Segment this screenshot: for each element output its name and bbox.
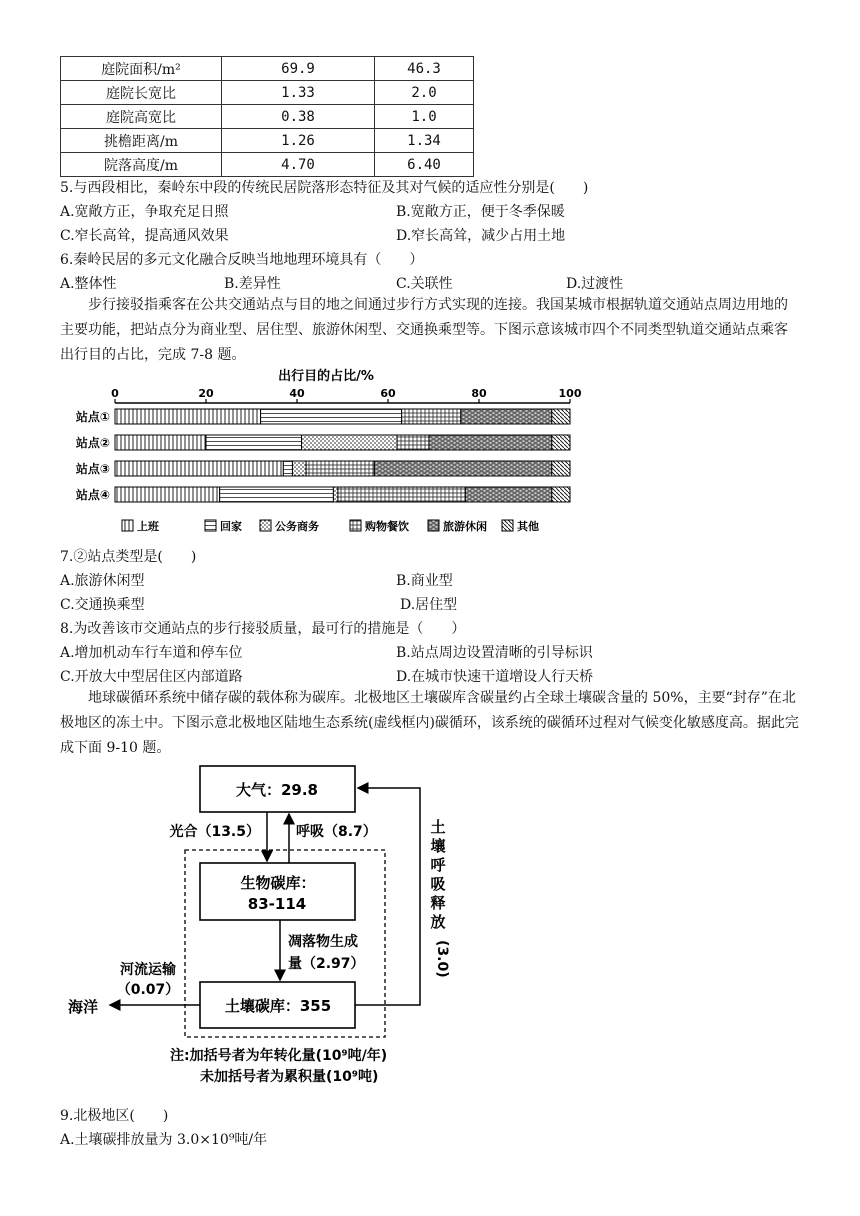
table-cell: 挑檐距离/m (61, 129, 222, 153)
bar-segment (552, 435, 570, 450)
q8-option-d[interactable]: D.在城市快速干道增设人行天桥 (396, 669, 594, 685)
legend-swatch (502, 520, 513, 531)
station-label: 站点③ (75, 462, 110, 476)
chart-title: 出行目的占比/% (278, 369, 374, 384)
bar-segment (374, 461, 551, 476)
soil-resp-char: 释 (430, 894, 446, 912)
note-line-2: 未加括号者为累积量(10⁹吨) (200, 1069, 379, 1085)
question-9-stem: 9.北极地区( ) (60, 1108, 169, 1124)
q6-option-d[interactable]: D.过渡性 (566, 276, 624, 292)
legend-label: 旅游休闲 (443, 520, 487, 533)
station-label: 站点② (75, 436, 110, 450)
x-tick-label: 40 (289, 387, 305, 400)
note-line-1: 注:加括号者为年转化量(10⁹吨/年) (170, 1048, 388, 1064)
q9-option-a[interactable]: A.土壤碳排放量为 3.0×10⁹吨/年 (60, 1132, 268, 1148)
bar-segment (402, 409, 461, 424)
legend-label: 回家 (220, 520, 242, 533)
bar-segment (206, 435, 302, 450)
q6-option-b[interactable]: B.差异性 (224, 276, 281, 292)
bar-segment (220, 487, 334, 502)
bar-segment (261, 409, 402, 424)
table-cell: 2.0 (375, 81, 474, 105)
x-tick-label: 80 (471, 387, 487, 400)
bar-segment (429, 435, 552, 450)
bar-segment (461, 409, 552, 424)
courtyard-table (60, 56, 474, 177)
bar-segment (552, 461, 570, 476)
bar-segment (552, 409, 570, 424)
bar-segment (115, 487, 220, 502)
question-8-stem: 8.为改善该市交通站点的步行接驳质量，最可行的措施是（ ） (60, 621, 466, 637)
respiration-label: 呼吸（8.7） (296, 824, 377, 840)
table-row (61, 153, 474, 177)
q6-option-a[interactable]: A.整体性 (60, 276, 117, 292)
atmosphere-label: 大气：29.8 (235, 781, 319, 799)
litter-label-line1: 凋落物生成 (288, 934, 358, 950)
q8-option-c[interactable]: C.开放大中型居住区内部道路 (60, 669, 243, 685)
legend-swatch (122, 520, 133, 531)
q7-option-b[interactable]: B.商业型 (396, 573, 453, 589)
table-cell: 6.40 (375, 153, 474, 177)
soil-respiration-arrow (355, 788, 420, 1005)
soil-resp-char: 放 (430, 913, 446, 931)
bar-segment (338, 487, 465, 502)
legend-label: 其他 (517, 520, 539, 533)
bar-segment (283, 461, 292, 476)
x-tick-label: 100 (558, 387, 582, 400)
bar-segment (397, 435, 429, 450)
q6-option-c[interactable]: C.关联性 (396, 276, 453, 292)
litter-label-line2: 量（2.97） (288, 956, 365, 972)
q5-option-a[interactable]: A.宽敞方正，争取充足日照 (60, 204, 229, 220)
question-5-stem: 5.与西段相比，秦岭东中段的传统民居院落形态特征及其对气候的适应性分别是( ) (60, 180, 589, 196)
photosynthesis-label: 光合（13.5） (169, 824, 260, 840)
question-7-stem: 7.②站点类型是( ) (60, 549, 197, 565)
table-row (61, 57, 474, 81)
bar-segment (115, 409, 261, 424)
intro-paragraph-9-10: 地球碳循环系统中储存碳的载体称为碳库。北极地区土壤碳库含碳量约占全球土壤碳含量的 50%，主要“封存”在北极地区的冻土中。下图示意北极地区陆地生态系统(虚线框内)碳循环，该系统的碳循环过程对气候变化敏感度高。据此完成下面 9-10 题。 (60, 690, 799, 756)
soil-resp-char: 呼 (430, 856, 446, 874)
table-cell: 庭院长宽比 (61, 81, 222, 105)
q7-option-d[interactable]: D.居住型 (400, 597, 458, 613)
table-cell: 1.26 (222, 129, 375, 153)
table-cell: 46.3 (375, 57, 474, 81)
legend-swatch (350, 520, 361, 531)
legend-swatch (205, 520, 216, 531)
bar-segment (333, 487, 338, 502)
bar-segment (292, 461, 306, 476)
bar-segment (115, 435, 206, 450)
table-cell: 69.9 (222, 57, 375, 81)
table-cell: 庭院高宽比 (61, 105, 222, 129)
bio-pool-value: 83-114 (247, 895, 307, 913)
q8-option-b[interactable]: B.站点周边设置清晰的引导标识 (396, 645, 593, 661)
legend-label: 上班 (137, 520, 159, 533)
table-cell: 院落高度/m (61, 153, 222, 177)
soil-resp-char: 吸 (430, 875, 446, 893)
q7-option-a[interactable]: A.旅游休闲型 (60, 573, 145, 589)
travel-purpose-chart (60, 364, 590, 540)
legend-swatch (428, 520, 439, 531)
legend-label: 公务商务 (275, 520, 319, 533)
q5-option-b[interactable]: B.宽敞方正，便于冬季保暖 (396, 204, 565, 220)
table-cell: 1.0 (375, 105, 474, 129)
table-cell: 1.33 (222, 81, 375, 105)
carbon-cycle-diagram (60, 760, 460, 1100)
q7-option-c[interactable]: C.交通换乘型 (60, 597, 145, 613)
soil-resp-char: 土 (430, 818, 446, 836)
table-cell: 庭院面积/m² (61, 57, 222, 81)
legend-swatch (260, 520, 271, 531)
intro-paragraph-7-8: 步行接驳指乘客在公共交通站点与目的地之间通过步行方式实现的连接。我国某城市根据轨道交通站点周边用地的主要功能，把站点分为商业型、居住型、旅游休闲型、交通换乘型等。下图示意该城市四个不同类型轨道交通站点乘客出行目的占比，完成 7-8 题。 (60, 297, 788, 363)
x-tick-label: 60 (380, 387, 396, 400)
bar-segment (306, 461, 374, 476)
bar-segment (465, 487, 551, 502)
table-row (61, 105, 474, 129)
river-label-line2: （0.07） (116, 982, 180, 998)
station-label: 站点④ (75, 488, 110, 502)
q8-option-a[interactable]: A.增加机动车行车道和停车位 (60, 645, 243, 661)
q5-option-d[interactable]: D.窄长高耸，减少占用土地 (396, 228, 566, 244)
soil-respiration-value: (3.0) (434, 940, 450, 978)
table-cell: 1.34 (375, 129, 474, 153)
bar-segment (552, 487, 570, 502)
question-6-stem: 6.秦岭民居的多元文化融合反映当地地理环境具有（ ） (60, 252, 424, 268)
bar-segment (115, 461, 283, 476)
soil-pool-label: 土壤碳库：355 (224, 997, 332, 1015)
x-tick-label: 0 (111, 387, 119, 400)
soil-resp-char: 壤 (430, 837, 446, 855)
river-label-line1: 河流运输 (120, 962, 176, 978)
table-cell: 4.70 (222, 153, 375, 177)
bar-segment (302, 435, 398, 450)
table-row (61, 81, 474, 105)
legend-label: 购物餐饮 (365, 520, 409, 533)
q5-option-c[interactable]: C.窄长高耸，提高通风效果 (60, 228, 229, 244)
table-cell: 0.38 (222, 105, 375, 129)
x-tick-label: 20 (198, 387, 214, 400)
station-label: 站点① (75, 410, 110, 424)
bio-pool-label: 生物碳库： (240, 874, 316, 892)
ocean-label: 海洋 (68, 998, 99, 1016)
table-row (61, 129, 474, 153)
